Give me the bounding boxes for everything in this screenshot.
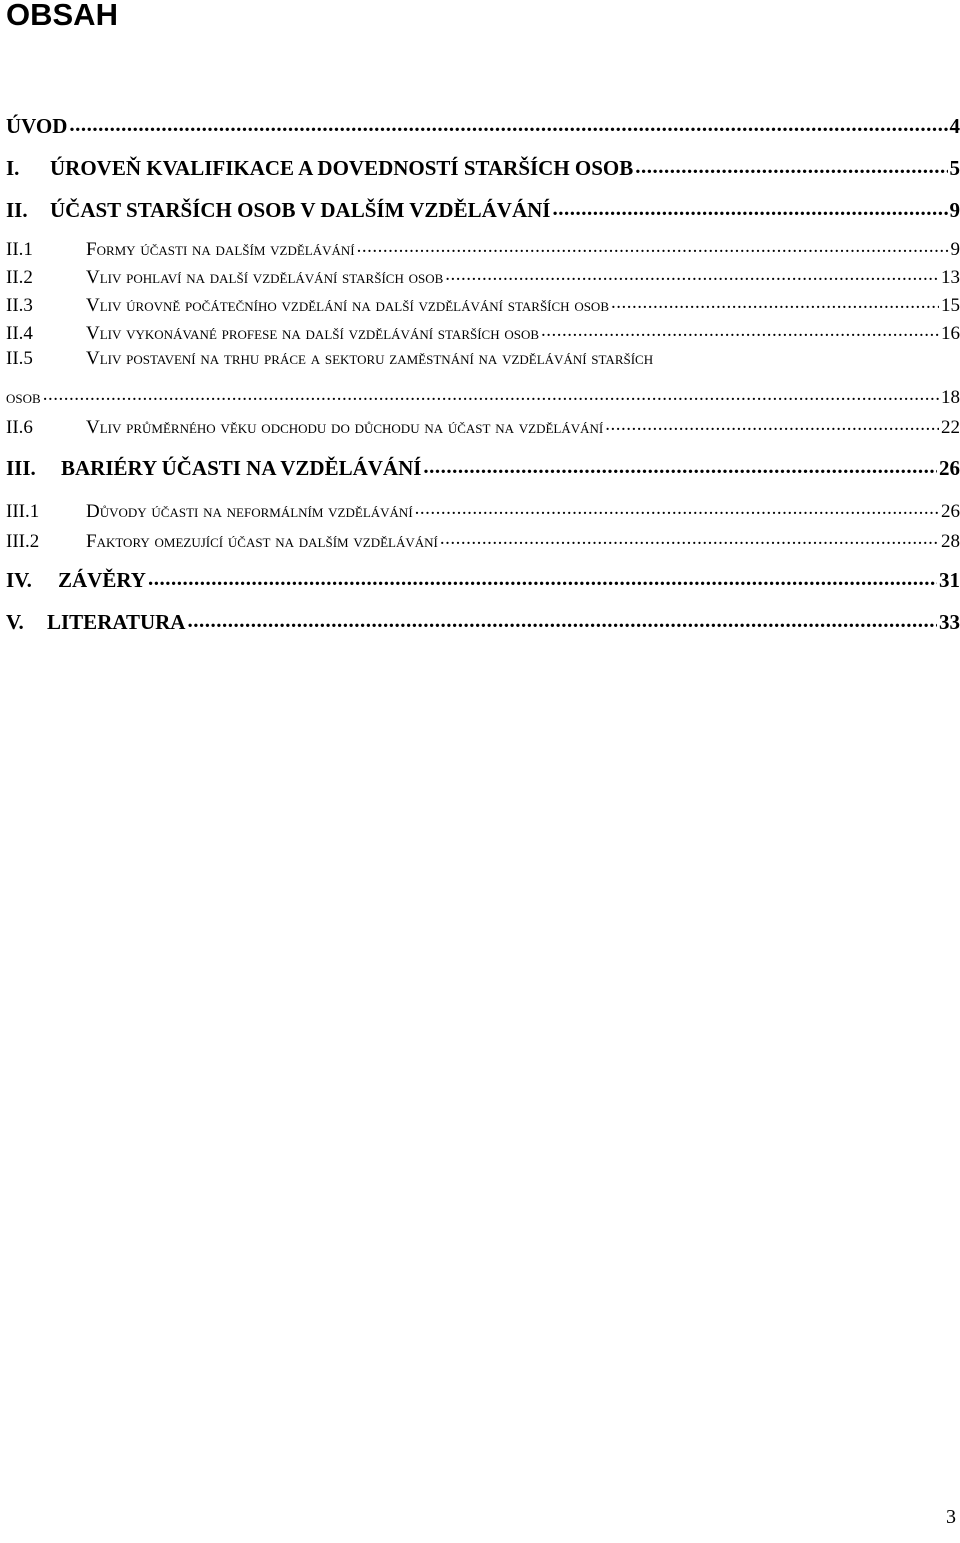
toc-entry-title: BARIÉRY ÚČASTI NA VZDĚLÁVÁNÍ [61, 456, 422, 480]
toc-entry-number: IV. [6, 568, 32, 592]
toc-page-number: 26 [941, 501, 960, 522]
toc-entry-section-2-5[interactable] [6, 348, 960, 378]
toc-entry-section-3-2[interactable] [6, 528, 960, 558]
toc-entry-number: V. [6, 610, 24, 634]
toc-entry-number: II.3 [6, 295, 33, 316]
toc-entry-title: ÚROVEŇ KVALIFIKACE A DOVEDNOSTÍ STARŠÍCH OSOB [50, 156, 634, 180]
toc-entry-section-2-6[interactable] [6, 414, 960, 444]
toc-leader-dots [445, 264, 939, 283]
toc-entry-section-2-5-continued[interactable] [6, 384, 960, 414]
toc-leader-dots [415, 498, 939, 517]
toc-page-number: 9 [950, 239, 960, 260]
toc-entry-number: II.1 [6, 239, 33, 260]
toc-entry-chapter-1[interactable] [6, 154, 960, 184]
toc-page-number: 18 [941, 387, 960, 408]
toc-entry-number: II.2 [6, 267, 33, 288]
toc-entry-section-2-4[interactable] [6, 320, 960, 350]
toc-entry-title: Vliv pohlaví na další vzdělávání starších osob [86, 267, 444, 288]
toc-entry-number: III.1 [6, 501, 40, 522]
toc-page-number: 22 [941, 417, 960, 438]
toc-page-number: 31 [939, 568, 960, 592]
page-number: 3 [946, 1506, 956, 1528]
toc-entry-chapter-5[interactable] [6, 608, 960, 638]
toc-entry-number: II. [6, 198, 28, 222]
toc-entry-chapter-2[interactable] [6, 196, 960, 226]
toc-entry-section-3-1[interactable] [6, 498, 960, 528]
toc-entry-number: II.4 [6, 323, 33, 344]
toc-entry-number: I. [6, 156, 20, 180]
toc-leader-dots [69, 112, 947, 133]
toc-leader-dots [423, 454, 937, 475]
toc-page-number: 16 [941, 323, 960, 344]
toc-entry-title: Formy účasti na dalším vzdělávání [86, 239, 355, 260]
toc-page-number: 28 [941, 531, 960, 552]
toc-entry-title: LITERATURA [47, 610, 186, 634]
toc-entry-title-continued: osob [6, 387, 41, 408]
toc-leader-dots [148, 566, 937, 587]
toc-entry-number: II.6 [6, 417, 33, 438]
toc-page-number: 4 [949, 114, 960, 138]
toc-page-number: 13 [941, 267, 960, 288]
toc-entry-title: ÚČAST STARŠÍCH OSOB V DALŠÍM VZDĚLÁVÁNÍ [50, 198, 551, 222]
toc-entry-section-2-3[interactable] [6, 292, 960, 322]
toc-entry-section-2-2[interactable] [6, 264, 960, 294]
toc-leader-dots [541, 320, 939, 339]
page-title: OBSAH [6, 0, 118, 32]
toc-entry-title: Vliv vykonávané profese na další vzdělávání starších osob [86, 323, 540, 344]
toc-entry-number: III. [6, 456, 36, 480]
toc-entry-section-2-1[interactable] [6, 236, 960, 266]
toc-entry-number: II.5 [6, 348, 33, 369]
toc-leader-dots [43, 384, 939, 403]
toc-leader-dots [611, 292, 939, 311]
toc-entry-title: Vliv postavení na trhu práce a sektoru zaměstnání na vzdělávání starších [86, 348, 654, 369]
toc-entry-title: Vliv úrovně počátečního vzdělání na další vzdělávání starších osob [86, 295, 609, 316]
toc-leader-dots [552, 196, 947, 217]
toc-entry-chapter-4[interactable] [6, 566, 960, 596]
toc-entry-title: ZÁVĚRY [58, 568, 146, 592]
toc-page-number: 15 [941, 295, 960, 316]
toc-leader-dots [187, 608, 937, 629]
toc-page-number: 26 [939, 456, 960, 480]
toc-leader-dots [635, 154, 947, 175]
toc-page-number: 33 [939, 610, 960, 634]
toc-entry-title: Vliv průměrného věku odchodu do důchodu na účast na vzdělávání [86, 417, 604, 438]
toc-entry-chapter-3[interactable] [6, 454, 960, 484]
toc-entry-uvod[interactable] [6, 112, 960, 142]
toc-leader-dots [357, 236, 949, 255]
toc-page-number: 9 [949, 198, 960, 222]
toc-entry-title: Důvody účasti na neformálním vzdělávání [86, 501, 413, 522]
toc-entry-number: III.2 [6, 531, 40, 552]
toc-entry-title: Faktory omezující účast na dalším vzdělávání [86, 531, 438, 552]
toc-leader-dots [440, 528, 939, 547]
toc-leader-dots [605, 414, 939, 433]
toc-page-number: 5 [949, 156, 960, 180]
toc-entry-title: ÚVOD [6, 114, 68, 138]
